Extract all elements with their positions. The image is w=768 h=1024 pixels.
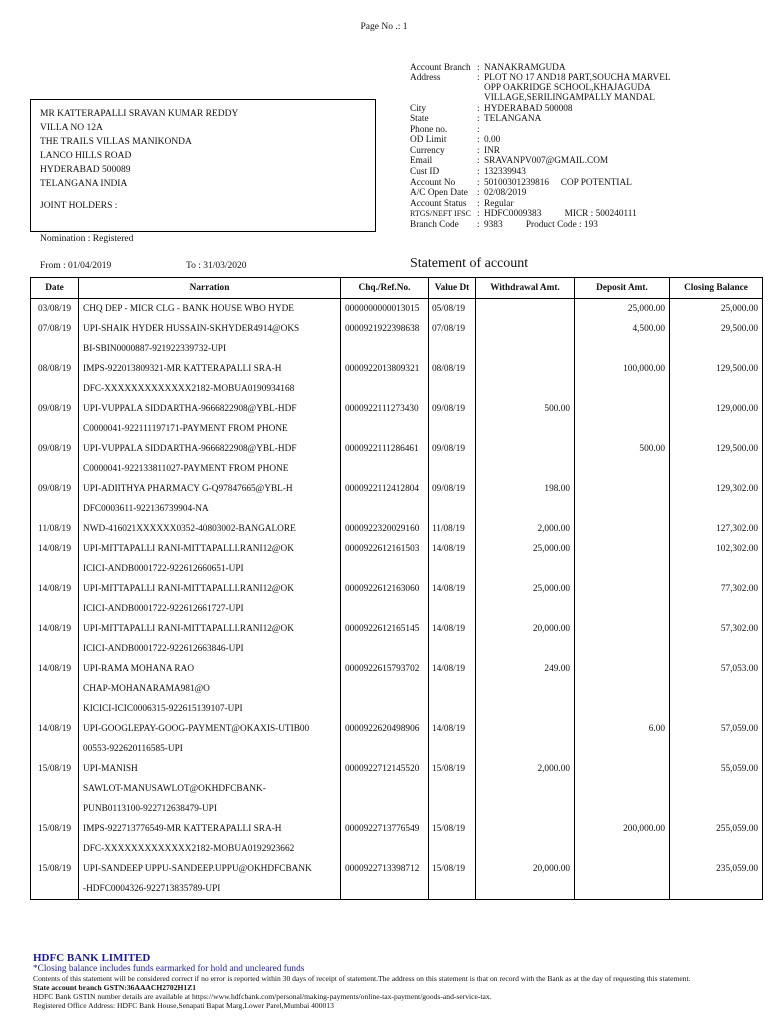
txn-closing-balance: 129,500.00 (670, 359, 763, 399)
narration-line: -HDFC0004326-922713835789-UPI (83, 884, 221, 894)
txn-ref-no: 0000922612163060 (341, 579, 429, 619)
field-label: RTGS/NEFT IFSC (410, 209, 471, 218)
txn-date: 14/08/19 (31, 579, 79, 619)
txn-withdrawal (476, 319, 575, 359)
txn-closing-balance: 55,059.00 (670, 759, 763, 819)
narration-line: UPI-VUPPALA SIDDARTHA-9666822908@YBL-HDF (83, 404, 297, 414)
account-branch: NANAKRAMGUDA (484, 63, 566, 73)
txn-date: 14/08/19 (31, 539, 79, 579)
table-row (31, 479, 763, 519)
narration-line: PUNB0113100-922712638479-UPI (83, 804, 217, 814)
txn-date: 11/08/19 (31, 519, 79, 539)
narration-line: UPI-VUPPALA SIDDARTHA-9666822908@YBL-HDF (83, 444, 297, 454)
narration-line: BI-SBIN0000887-921922339732-UPI (83, 344, 227, 354)
txn-date: 15/08/19 (31, 859, 79, 900)
txn-ref-no: 0000922620498906 (341, 719, 429, 759)
txn-value-date: 15/08/19 (429, 759, 476, 819)
txn-narration (79, 619, 341, 659)
period-to: To : 31/03/2020 (186, 261, 247, 271)
customer-address-line: TELANGANA INDIA (40, 179, 128, 189)
narration-line: IMPS-922013809321-MR KATTERAPALLI SRA-H (83, 364, 282, 374)
column-header-date: Date (31, 278, 79, 299)
txn-ref-no: 0000922013809321 (341, 359, 429, 399)
txn-ref-no: 0000922111273430 (341, 399, 429, 439)
txn-narration (79, 399, 341, 439)
txn-value-date: 14/08/19 (429, 579, 476, 619)
narration-line: UPI-ADIITHYA PHARMACY G-Q97847665@YBL-H (83, 484, 293, 494)
narration-line: CHAP-MOHANARAMA981@O (83, 684, 210, 694)
column-header-withdrawal: Withdrawal Amt. (476, 278, 575, 299)
txn-closing-balance: 235,059.00 (670, 859, 763, 900)
txn-deposit: 6.00 (575, 719, 670, 759)
narration-line: UPI-MITTAPALLI RANI-MITTAPALLI.RANI12@OK (83, 544, 294, 554)
txn-value-date: 09/08/19 (429, 479, 476, 519)
txn-narration (79, 439, 341, 479)
table-row (31, 299, 763, 320)
txn-withdrawal: 25,000.00 (476, 579, 575, 619)
narration-line: C0000041-922133811027-PAYMENT FROM PHONE (83, 464, 289, 474)
txn-deposit (575, 399, 670, 439)
field-label: Currency (410, 146, 445, 156)
narration-line: KICICI-ICIC0006315-922615139107-UPI (83, 704, 243, 714)
txn-value-date: 09/08/19 (429, 439, 476, 479)
txn-closing-balance: 25,000.00 (670, 299, 763, 320)
field-label: Cust ID (410, 167, 440, 177)
txn-value-date: 05/08/19 (429, 299, 476, 320)
branch-address-line: VILLAGE,SERILINGAMPALLY MANDAL (484, 93, 655, 103)
txn-narration (79, 579, 341, 619)
txn-withdrawal: 20,000.00 (476, 619, 575, 659)
column-header-narration: Narration (79, 278, 341, 299)
txn-value-date: 14/08/19 (429, 659, 476, 719)
narration-line: UPI-MANISH (83, 764, 138, 774)
disclaimer-text: Contents of this statement will be considered correct if no error is reported within 30 days of receipt of statement.The address on this statement is that on record with the Bank as at the day of requesting this statement. (33, 974, 691, 983)
currency-value: INR (484, 146, 501, 156)
customer-name: MR KATTERAPALLI SRAVAN KUMAR REDDY (40, 109, 239, 119)
table-row (31, 659, 763, 719)
table-row (31, 539, 763, 579)
account-no-value: 50100301239816 COP POTENTIAL (484, 178, 632, 188)
table-row (31, 519, 763, 539)
txn-ref-no: 0000922713776549 (341, 819, 429, 859)
txn-closing-balance: 57,059.00 (670, 719, 763, 759)
bank-name: HDFC BANK LIMITED (33, 952, 151, 964)
txn-deposit: 500.00 (575, 439, 670, 479)
customer-address-line: HYDERABAD 500089 (40, 165, 131, 175)
state-value: TELANGANA (484, 114, 542, 124)
txn-withdrawal: 2,000.00 (476, 519, 575, 539)
field-label: A/C Open Date (410, 188, 468, 198)
field-label: Branch Code (410, 220, 459, 230)
od-limit-value: 0.00 (484, 135, 501, 145)
column-header-ref: Chq./Ref.No. (341, 278, 429, 299)
txn-date: 09/08/19 (31, 399, 79, 439)
txn-value-date: 11/08/19 (429, 519, 476, 539)
txn-closing-balance: 77,302.00 (670, 579, 763, 619)
table-row (31, 319, 763, 359)
period-from: From : 01/04/2019 (40, 261, 112, 271)
table-row (31, 719, 763, 759)
gstin-text: State account branch GSTN:36AAACH2702H1Z1 (33, 983, 197, 992)
txn-deposit: 25,000.00 (575, 299, 670, 320)
txn-value-date: 09/08/19 (429, 399, 476, 439)
statement-title: Statement of account (410, 256, 529, 271)
joint-holders-label: JOINT HOLDERS : (40, 201, 118, 211)
field-label: Account No (410, 178, 456, 188)
txn-value-date: 15/08/19 (429, 859, 476, 900)
column-header-value-date: Value Dt (429, 278, 476, 299)
narration-line: ICICI-ANDB0001722-922612661727-UPI (83, 604, 244, 614)
column-header-closing-balance: Closing Balance (670, 278, 763, 299)
txn-narration (79, 319, 341, 359)
txn-ref-no: 0000922712145520 (341, 759, 429, 819)
txn-date: 09/08/19 (31, 479, 79, 519)
customer-address-line: THE TRAILS VILLAS MANIKONDA (40, 137, 192, 147)
txn-date: 15/08/19 (31, 759, 79, 819)
txn-value-date: 14/08/19 (429, 619, 476, 659)
txn-deposit (575, 519, 670, 539)
nomination-status: Nomination : Registered (40, 234, 134, 244)
txn-deposit: 100,000.00 (575, 359, 670, 399)
txn-ref-no: 0000922612161503 (341, 539, 429, 579)
txn-withdrawal: 249.00 (476, 659, 575, 719)
narration-line: UPI-MITTAPALLI RANI-MITTAPALLI.RANI12@OK (83, 624, 294, 634)
closing-balance-note: *Closing balance includes funds earmarked for hold and uncleared funds (33, 964, 305, 974)
txn-deposit (575, 659, 670, 719)
field-label: Address (410, 73, 441, 83)
narration-line: SAWLOT-MANUSAWLOT@OKHDFCBANK- (83, 784, 266, 794)
field-label: Email (410, 156, 433, 166)
narration-line: UPI-MITTAPALLI RANI-MITTAPALLI.RANI12@OK (83, 584, 294, 594)
narration-line: IMPS-922713776549-MR KATTERAPALLI SRA-H (83, 824, 282, 834)
txn-narration (79, 299, 341, 320)
txn-deposit (575, 539, 670, 579)
txn-closing-balance: 102,302.00 (670, 539, 763, 579)
txn-withdrawal (476, 719, 575, 759)
txn-date: 03/08/19 (31, 299, 79, 320)
narration-line: ICICI-ANDB0001722-922612663846-UPI (83, 644, 244, 654)
registered-office-text: Registered Office Address: HDFC Bank House,Senapati Bapat Marg,Lower Parel,Mumbai 400013 (33, 1001, 334, 1010)
narration-line: UPI-SANDEEP UPPU-SANDEEP.UPPU@OKHDFCBANK (83, 864, 312, 874)
field-label: City (410, 104, 427, 114)
field-label: Phone no. (410, 125, 448, 135)
txn-closing-balance: 127,302.00 (670, 519, 763, 539)
txn-closing-balance: 57,053.00 (670, 659, 763, 719)
txn-narration (79, 539, 341, 579)
table-row (31, 619, 763, 659)
narration-line: DFC-XXXXXXXXXXXXX2182-MOBUA0190934168 (83, 384, 295, 394)
narration-line: DFC-XXXXXXXXXXXXX2182-MOBUA0192923662 (83, 844, 295, 854)
table-row (31, 819, 763, 859)
txn-deposit: 4,500.00 (575, 319, 670, 359)
txn-withdrawal: 2,000.00 (476, 759, 575, 819)
txn-narration (79, 819, 341, 859)
table-row (31, 579, 763, 619)
txn-date: 07/08/19 (31, 319, 79, 359)
customer-address-box (30, 99, 376, 232)
narration-line: ICICI-ANDB0001722-922612660651-UPI (83, 564, 244, 574)
field-label: Account Branch (410, 63, 471, 73)
gstin-info-text: HDFC Bank GSTIN number details are available at https://www.hdfcbank.com/personal/making-payments/online-tax-payment/goods-and-service-tax. (33, 992, 492, 1001)
txn-date: 14/08/19 (31, 659, 79, 719)
customer-address-line: LANCO HILLS ROAD (40, 151, 132, 161)
city-value: HYDERABAD 500008 (484, 104, 573, 114)
txn-narration (79, 759, 341, 819)
statement-footer (33, 952, 753, 1010)
customer-address-line: VILLA NO 12A (40, 123, 103, 133)
email-value: SRAVANPV007@GMAIL.COM (484, 156, 609, 166)
field-label: Account Status (410, 199, 467, 209)
txn-closing-balance: 29,500.00 (670, 319, 763, 359)
txn-narration (79, 659, 341, 719)
narration-line: C0000041-922111197171-PAYMENT FROM PHONE (83, 424, 288, 434)
txn-value-date: 14/08/19 (429, 719, 476, 759)
txn-withdrawal: 20,000.00 (476, 859, 575, 900)
txn-deposit: 200,000.00 (575, 819, 670, 859)
narration-line: UPI-RAMA MOHANA RAO (83, 664, 195, 674)
narration-line: NWD-416021XXXXXX0352-40803002-BANGALORE (83, 524, 296, 534)
txn-date: 08/08/19 (31, 359, 79, 399)
narration-line: UPI-SHAIK HYDER HUSSAIN-SKHYDER4914@OKS (83, 324, 300, 334)
txn-closing-balance: 129,000.00 (670, 399, 763, 439)
narration-line: UPI-GOOGLEPAY-GOOG-PAYMENT@OKAXIS-UTIB00 (83, 724, 310, 734)
column-header-deposit: Deposit Amt. (575, 278, 670, 299)
narration-line: 00553-922620116585-UPI (83, 744, 183, 754)
ifsc-value: HDFC0009383 MICR : 500240111 (484, 209, 637, 219)
table-row (31, 359, 763, 399)
txn-withdrawal (476, 819, 575, 859)
page-number: Page No .: 1 (360, 22, 408, 32)
txn-withdrawal: 500.00 (476, 399, 575, 439)
txn-withdrawal (476, 359, 575, 399)
txn-narration (79, 519, 341, 539)
txn-closing-balance: 129,500.00 (670, 439, 763, 479)
txn-withdrawal (476, 299, 575, 320)
table-row (31, 439, 763, 479)
txn-date: 14/08/19 (31, 719, 79, 759)
txn-closing-balance: 57,302.00 (670, 619, 763, 659)
account-status-value: Regular (484, 199, 514, 209)
txn-narration (79, 479, 341, 519)
txn-value-date: 08/08/19 (429, 359, 476, 399)
txn-deposit (575, 619, 670, 659)
narration-line: DFC0003611-922136739904-NA (83, 504, 209, 514)
txn-value-date: 07/08/19 (429, 319, 476, 359)
branch-address-line: PLOT NO 17 AND18 PART,SOUCHA MARVEL (484, 73, 671, 83)
field-label: State (410, 114, 429, 124)
txn-ref-no: 0000922320029160 (341, 519, 429, 539)
txn-narration (79, 359, 341, 399)
txn-ref-no: 0000922112412804 (341, 479, 429, 519)
txn-date: 09/08/19 (31, 439, 79, 479)
branch-address-line: OPP OAKRIDGE SCHOOL,KHAJAGUDA (484, 83, 651, 93)
cust-id-value: 132339943 (484, 167, 526, 177)
branch-code-value: 9383 Product Code : 193 (484, 220, 598, 230)
txn-ref-no: 0000922612165145 (341, 619, 429, 659)
open-date-value: 02/08/2019 (484, 188, 527, 198)
txn-narration (79, 719, 341, 759)
transactions-table (30, 277, 763, 900)
table-row (31, 399, 763, 439)
txn-withdrawal: 198.00 (476, 479, 575, 519)
table-header-row (31, 278, 763, 299)
narration-line: CHQ DEP - MICR CLG - BANK HOUSE WBO HYDE (83, 304, 294, 314)
txn-ref-no: 0000922713398712 (341, 859, 429, 900)
table-row (31, 859, 763, 900)
field-label: OD Limit (410, 135, 447, 145)
txn-deposit (575, 759, 670, 819)
txn-date: 15/08/19 (31, 819, 79, 859)
txn-closing-balance: 255,059.00 (670, 819, 763, 859)
txn-ref-no: 0000922615793702 (341, 659, 429, 719)
txn-ref-no: 0000000000013015 (341, 299, 429, 320)
txn-ref-no: 0000922111286461 (341, 439, 429, 479)
txn-value-date: 14/08/19 (429, 539, 476, 579)
txn-date: 14/08/19 (31, 619, 79, 659)
txn-deposit (575, 859, 670, 900)
txn-narration (79, 859, 341, 900)
txn-value-date: 15/08/19 (429, 819, 476, 859)
table-row (31, 759, 763, 819)
txn-withdrawal: 25,000.00 (476, 539, 575, 579)
txn-deposit (575, 479, 670, 519)
txn-ref-no: 0000921922398638 (341, 319, 429, 359)
txn-deposit (575, 579, 670, 619)
txn-withdrawal (476, 439, 575, 479)
txn-closing-balance: 129,302.00 (670, 479, 763, 519)
